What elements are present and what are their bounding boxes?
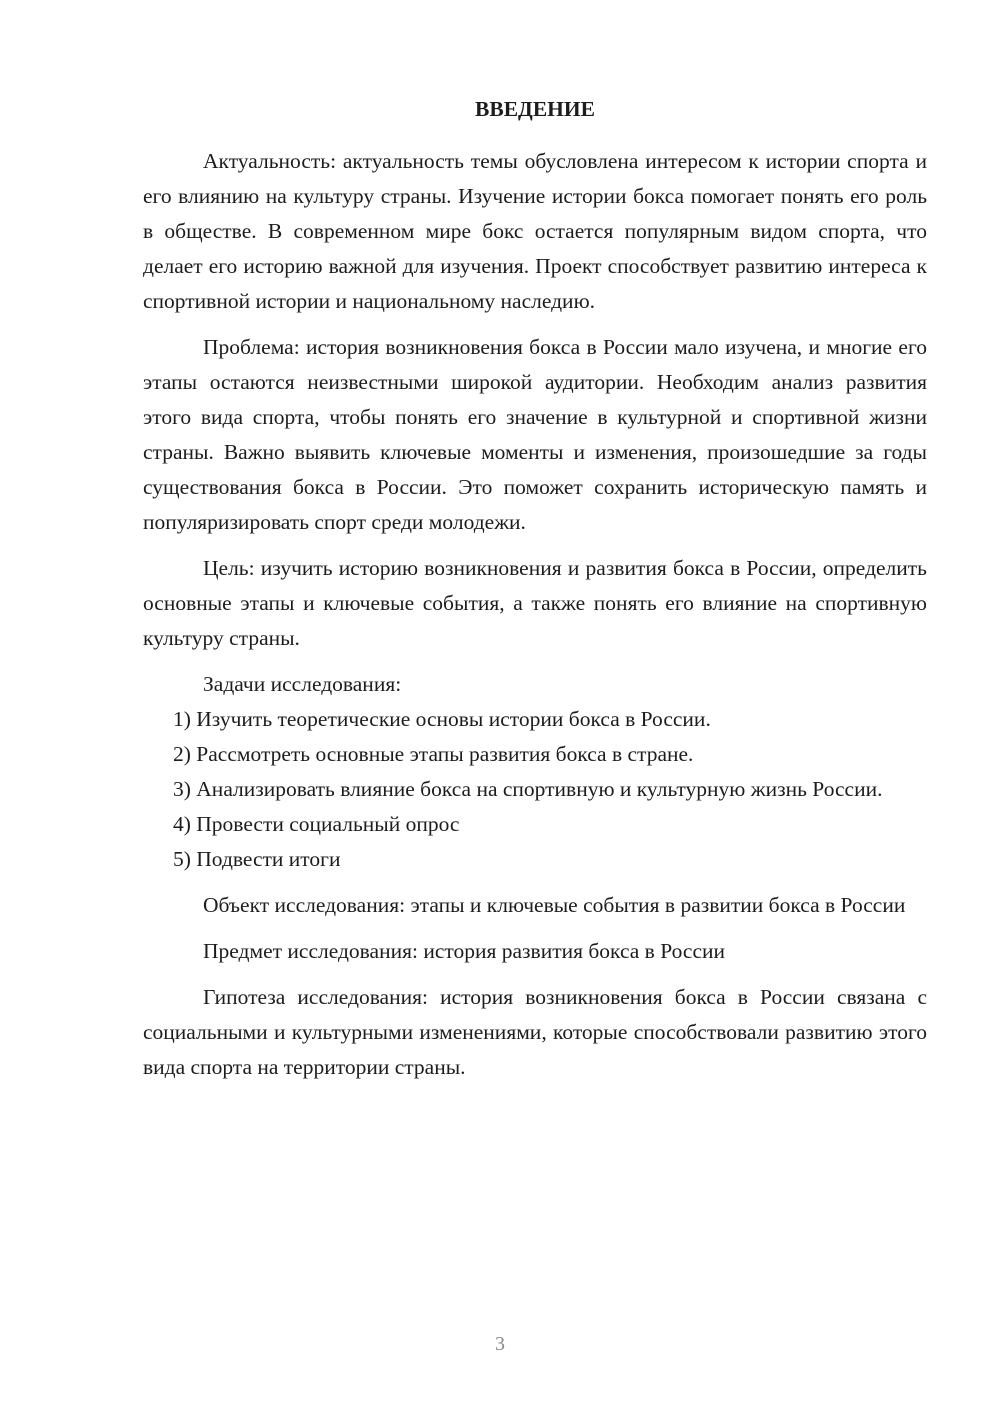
relevance-paragraph: Актуальность: актуальность темы обусловлена интересом к истории спорта и его влиянию на культуру страны. Изучение истории бокса помогает понять его роль в обществе. В современном мире бокс остается популярным видом спорта, что делает его историю важной для изучения. Проект способствует развитию интереса к спортивной истории и национальному наследию. <box>143 149 927 313</box>
task-item: 2) Рассмотреть основные этапы развития бокса в стране. <box>173 742 694 766</box>
task-item: 5) Подвести итоги <box>173 847 341 871</box>
tasks-heading: Задачи исследования: <box>203 672 402 696</box>
goal-paragraph: Цель: изучить историю возникновения и развития бокса в России, определить основные этапы и ключевые события, а также понять его влияние на спортивную культуру страны. <box>143 556 927 650</box>
page-number: 3 <box>495 1333 505 1355</box>
hypothesis-paragraph: Гипотеза исследования: история возникновения бокса в России связана с социальными и культурными изменениями, которые способствовали развитию этого вида спорта на территории страны. <box>143 985 927 1079</box>
problem-paragraph: Проблема: история возникновения бокса в России мало изучена, и многие его этапы остаются неизвестными широкой аудитории. Необходим анализ развития этого вида спорта, чтобы понять его значение в культурной и спортивной жизни страны. Важно выявить ключевые моменты и изменения, произошедшие за годы существования бокса в России. Это поможет сохранить историческую память и популяризировать спорт среди молодежи. <box>143 335 927 534</box>
task-item: 3) Анализировать влияние бокса на спортивную и культурную жизнь России. <box>173 777 883 801</box>
task-item: 1) Изучить теоретические основы истории бокса в России. <box>173 707 711 731</box>
page-title: ВВЕДЕНИЕ <box>475 97 595 121</box>
task-item: 4) Провести социальный опрос <box>173 812 460 836</box>
object-paragraph: Объект исследования: этапы и ключевые события в развитии бокса в России <box>203 893 906 917</box>
subject-paragraph: Предмет исследования: история развития бокса в России <box>203 939 726 963</box>
document-body <box>143 144 927 1085</box>
